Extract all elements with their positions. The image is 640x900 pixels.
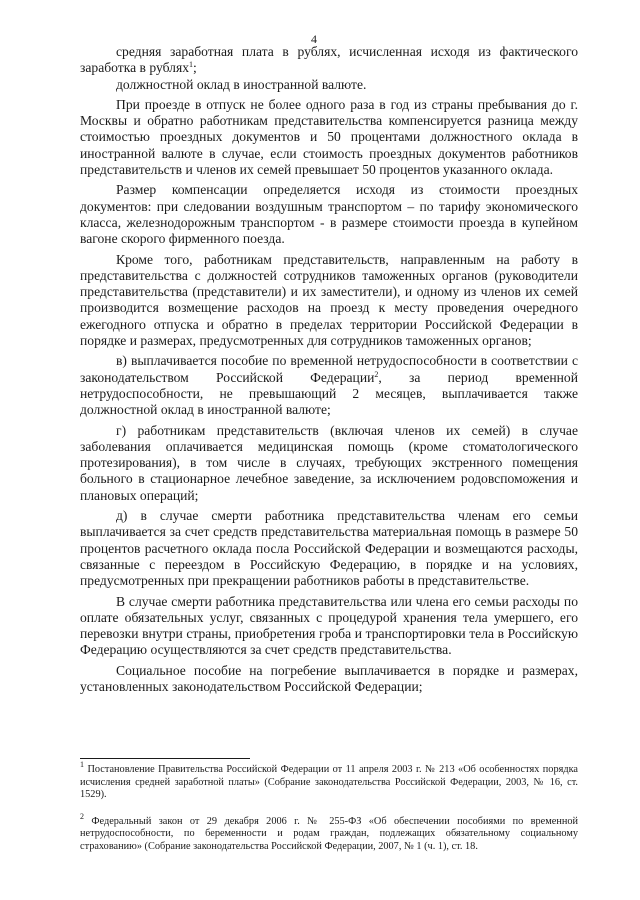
footnote-marker: 1 — [80, 760, 84, 769]
paragraph-customs-officers: Кроме того, работникам представительств, направленным на работу в представительства с должностей сотрудников таможенных органов (руководители представительства (представители) и их заместители), и одному из членов их семей производится возмещение расходов на проезд к месту проведения очередного ежегодного отпуска и обратно в пределах территории Российской Федерации в порядке и размерах, предусмотренных для сотрудников таможенных органов; — [80, 251, 578, 349]
footnote-2: $^2$ Федеральный закон от 29 декабря 2006 г. № 255-ФЗ «Об обеспечении пособиями по временной нетрудоспособности, по беременности и родам граждан, подлежащих обязательному социальному страхованию» (Собрание законодательства Российской Федерации, 2007, № 1 (ч. 1), ст. 18. — [80, 811, 578, 852]
footnote-marker: 2 — [80, 811, 84, 821]
paragraph-official-salary: должностной оклад в иностранной валюте. — [116, 76, 367, 92]
paragraph-death-expenses: В случае смерти работника представительства или члена его семьи расходы по оплате обязательных услуг, связанных с процедурой хранения тела умершего, его перевозки внутри страны, приобретения гроба и транспортировки тела в Российскую Федерацию осуществляются за счет средств представительства. — [80, 593, 578, 658]
paragraph-burial-allowance: Социальное пособие на погребение выплачивается в порядке и размерах, установленных законодательством Российской Федерации; — [80, 662, 578, 694]
body-text — [80, 44, 578, 695]
footnote-ref-1[interactable]: 1 — [189, 60, 194, 70]
page-number: 4 — [311, 32, 317, 46]
paragraph-item-d: д) в случае смерти работника представительства членам его семьи выплачивается за счет средств представительства материальная помощь в размере 50 процентов расчетного оклада посла Российской Федерации и возмещаются расходы, связанные с переездом в Российскую Федерацию, в порядке и на условиях, предусмотренных при прекращении работников работы в представительстве. — [80, 508, 578, 589]
footnote-1: $^1$ Постановление Правительства Российской Федерации от 11 апреля 2003 г. № 213 «Об особенностях порядка исчисления средней заработной платы» (Собрание законодательства Российской Федерации, 2003, № 16, ст. 1529). — [80, 760, 578, 801]
paragraph-vacation-travel: При проезде в отпуск не более одного раза в год из страны пребывания до г. Москвы и обратно работникам представительства компенсируется разница между стоимостью проездных документов и 50 процентами должностного оклада в иностранной валюте в случае, если стоимость проездных документов работников представительств и членов их семей превышает 50 процентов указанного оклада. — [80, 96, 578, 178]
paragraph-item-g: г) работникам представительств (включая членов их семей) в случае заболевания оплачивается медицинская помощь (кроме стоматологического протезирования), в том числе в случаях, требующих экстренного помещения больного в стационарное лечебное заведение, за исключением родовспоможения и плановых операций; — [80, 422, 578, 503]
paragraph-compensation-amount: Размер компенсации определяется исходя из стоимости проездных документов: при следовании воздушным транспортом – по тарифу экономического класса, железнодорожным транспортом - в размере стоимости проезда в купейном вагоне скорого фирменного поезда. — [80, 182, 578, 247]
paragraph-item-v: в) выплачивается пособие по временной нетрудоспособности в соответствии с законодательством Российской Федерации$^2$, за период временной нетрудоспособности, не превышающий 2 месяцев, выплачивается также должностной оклад в иностранной валюте; — [80, 353, 578, 418]
paragraph-average-salary: средняя заработная плата в рублях, исчисленная исходя из фактического заработка в рублях$^1$; — [80, 44, 578, 76]
footnote-divider — [80, 758, 250, 759]
footnotes — [80, 760, 578, 868]
footnote-ref-2[interactable]: 2 — [374, 369, 379, 379]
